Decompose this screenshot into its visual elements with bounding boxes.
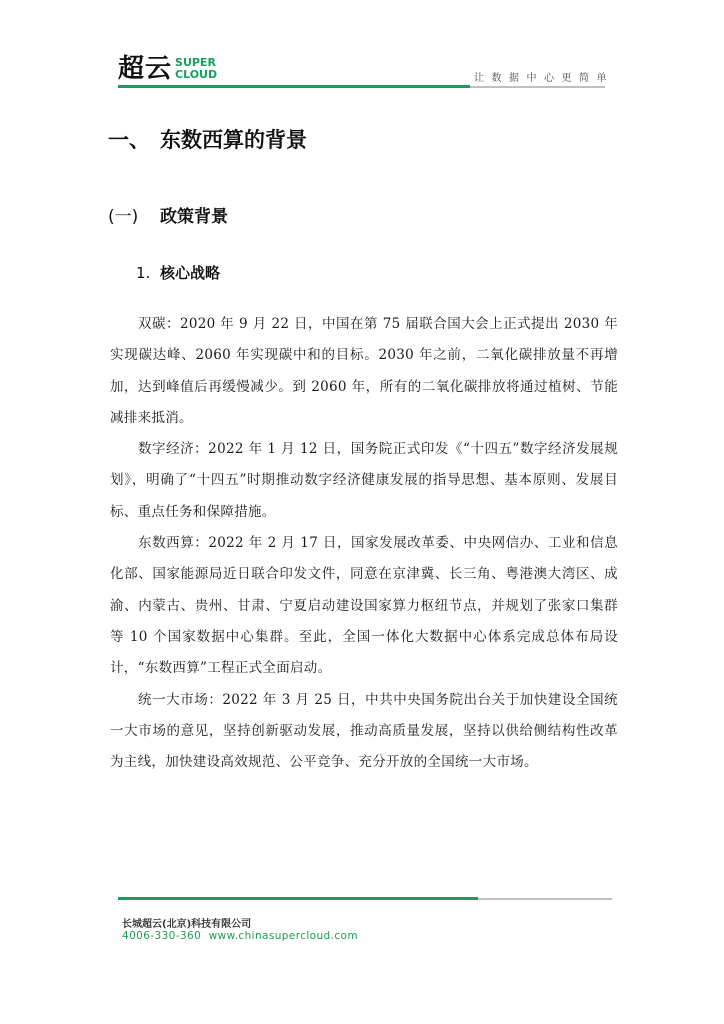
subsubsection-title: 核心战略 [160, 264, 221, 282]
section-heading [108, 124, 307, 154]
logo-english-text [175, 57, 217, 81]
section-title: 东数西算的背景 [160, 128, 307, 152]
footer-website: www.chinasupercloud.com [208, 930, 358, 942]
subsection-title: 政策背景 [160, 207, 228, 227]
logo-english-line1: SUPER [175, 56, 216, 69]
footer-divider-green [118, 897, 478, 900]
header-divider-green [118, 85, 470, 88]
paragraph-digital-economy: 数字经济：2022 年 1 月 12 日，国务院正式印发《“十四五”数字经济发展规划》，明确了“十四五”时期推动数字经济健康发展的指导思想、基本原则、发展目标、重点任务和保障措施。 [110, 441, 618, 520]
paragraph-unified-market: 统一大市场：2022 年 3 月 25 日，中共中央国务院出台关于加快建设全国统一大市场的意见，坚持创新驱动发展，推动高质量发展，坚持以供给侧结构性改革为主线，加快建设高效规范、公平竞争、充分开放的全国统一大市场。 [110, 691, 618, 771]
section-number: 一、 [108, 128, 150, 152]
paragraph-east-data-west-computing: 东数西算：2022 年 2 月 17 日，国家发展改革委、中央网信办、工业和信息化部、国家能源局近日联合印发文件，同意在京津冀、长三角、粤港澳大湾区、成渝、内蒙古、贵州、甘肃、宁夏启动建设国家算力枢纽节点，并规划了张家口集群等 10 个国家数据中心集群。至此，全国一体化大数据中心体系完成总体布局设计，“东数西算”工程正式全面启动。 [110, 535, 618, 677]
subsection-number: (一) [108, 207, 139, 227]
footer-divider-gray [478, 898, 612, 900]
logo-english-line2: CLOUD [175, 68, 218, 81]
subsubsection-number: 1. [136, 264, 151, 282]
footer-company-name: 长城超云(北京)科技有限公司 [122, 919, 252, 930]
footer-phone: 4006-330-360 [122, 930, 202, 942]
subsection-heading [108, 202, 228, 227]
company-logo [118, 54, 217, 84]
header-tagline: 让数据中心更简单 [474, 73, 614, 84]
logo-chinese-text: 超云 [118, 54, 173, 84]
header-divider-gray [470, 86, 605, 88]
footer-contact [122, 930, 358, 942]
body-text [110, 309, 618, 778]
subsubsection-heading [136, 262, 220, 283]
paragraph-dual-carbon: 双碳：2020 年 9 月 22 日，中国在第 75 届联合国大会上正式提出 2030 年实现碳达峰、2060 年实现碳中和的目标。2030 年之前，二氧化碳排放量不再增加，达到峰值后再缓慢减少。到 2060 年，所有的二氧化碳排放将通过植树、节能减排来抵消。 [110, 316, 618, 426]
footer-divider [118, 897, 612, 901]
header-divider [118, 85, 605, 89]
